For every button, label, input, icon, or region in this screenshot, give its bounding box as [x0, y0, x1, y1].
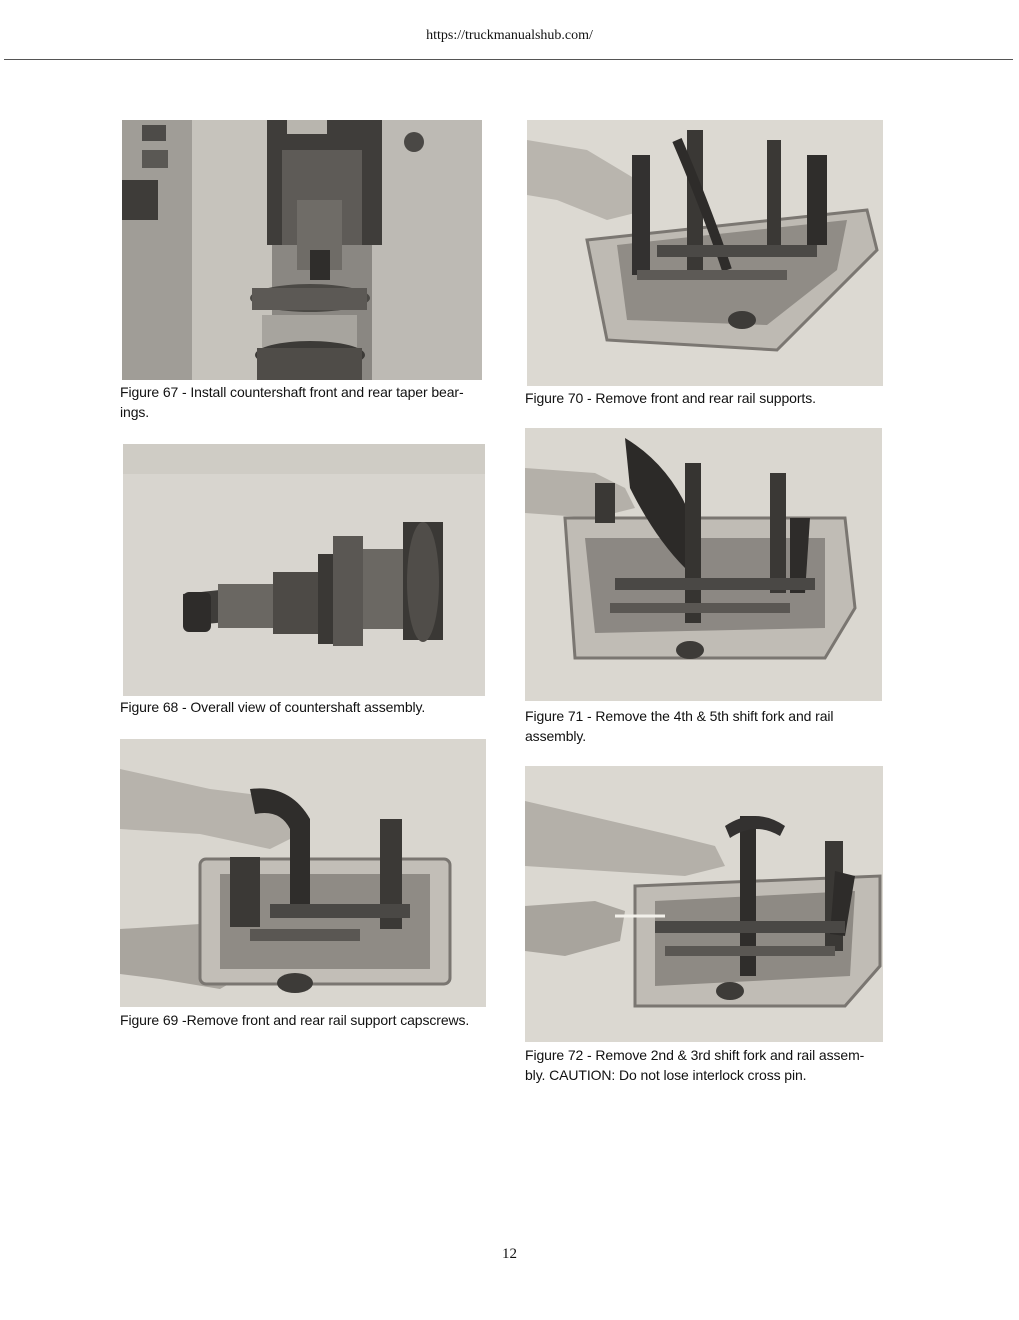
- figure-70-caption: Figure 70 - Remove front and rear rail supports.: [525, 390, 816, 406]
- figure-68-photo: [123, 444, 485, 696]
- figure-72-photo: [525, 766, 883, 1042]
- figure-68-caption: Figure 68 - Overall view of countershaft assembly.: [120, 699, 426, 715]
- figure-67-caption: Figure 67 - Install countershaft front and rear taper bear- ings.: [120, 384, 464, 420]
- figure-70-photo: [527, 120, 883, 386]
- figure-71-caption: Figure 71 - Remove the 4th & 5th shift fork and rail assembly.: [525, 708, 834, 744]
- figure-69-caption: Figure 69 -Remove front and rear rail support capscrews.: [120, 1012, 470, 1028]
- header-divider: [4, 59, 1013, 60]
- figure-71-photo: [525, 428, 882, 701]
- figure-69-photo: [120, 739, 486, 1007]
- header-url: https://truckmanualshub.com/: [426, 28, 593, 43]
- page-number: 12: [502, 1246, 517, 1262]
- figure-67-photo: [122, 120, 482, 380]
- figure-72-caption: Figure 72 - Remove 2nd & 3rd shift fork and rail assem- bly. CAUTION: Do not lose interlock cross pin.: [525, 1047, 865, 1083]
